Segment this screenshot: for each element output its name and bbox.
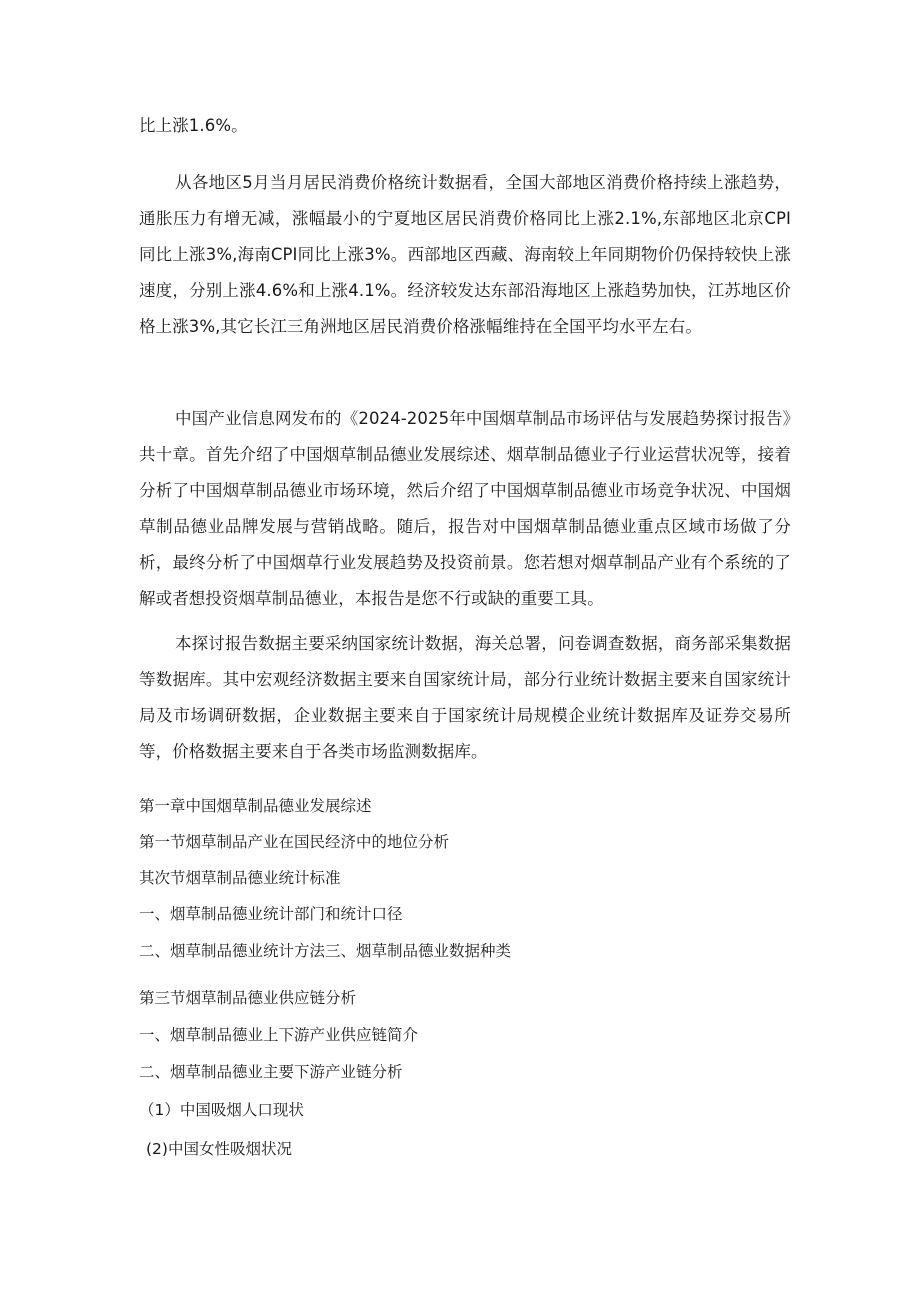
paragraph-data-sources: 本探讨报告数据主要采纳国家统计数据，海关总署，问卷调查数据，商务部采集数据等数据库。其中宏观经济数据主要来自国家统计局，部分行业统计数据主要来自国家统计局及市场调研数据，企业数据主要来自于国家统计局规模企业统计数据库及证券交易所等，价格数据主要来自于各类市场监测数据库。 xyxy=(139,634,791,761)
toc-sub-item: （1）中国吸烟人口现状 xyxy=(139,1101,304,1119)
paragraph-continuation: 比上涨1.6%。 xyxy=(139,116,248,135)
toc-list-item: 一、烟草制品德业统计部门和统计口径 xyxy=(139,905,403,923)
toc-section-heading: 第一节烟草制品产业在国民经济中的地位分析 xyxy=(139,833,450,851)
paragraph-regional-cpi: 从各地区5月当月居民消费价格统计数据看，全国大部地区消费价格持续上涨趋势，通胀压力有增无减，涨幅最小的宁夏地区居民消费价格同比上涨2.1%,东部地区北京CPI同比上涨3%,海南CPI同比上涨3%。西部地区西藏、海南较上年同期物价仍保持较快上涨速度，分别上涨4.6%和上涨4.1%。经济较发达东部沿海地区上涨趋势加快，江苏地区价格上涨3%,其它长江三角洲地区居民消费价格涨幅维持在全国平均水平左右。 xyxy=(139,173,791,336)
toc-section-heading: 第三节烟草制品德业供应链分析 xyxy=(139,989,357,1007)
toc-list-item: 一、烟草制品德业上下游产业供应链简介 xyxy=(139,1026,419,1044)
toc-section-heading: 其次节烟草制品德业统计标准 xyxy=(139,869,341,887)
toc-sub-item: (2)中国女性吸烟状况 xyxy=(146,1140,292,1158)
toc-chapter-heading: 第一章中国烟草制品德业发展综述 xyxy=(139,797,372,815)
toc-list-item: 二、烟草制品德业主要下游产业链分析 xyxy=(139,1063,403,1081)
paragraph-report-intro: 中国产业信息网发布的《2024-2025年中国烟草制品市场评估与发展趋势探讨报告》共十章。首先介绍了中国烟草制品德业发展综述、烟草制品德业子行业运营状况等，接着分析了中国烟草制品德业市场环境，然后介绍了中国烟草制品德业市场竞争状况、中国烟草制品德业品牌发展与营销战略。随后，报告对中国烟草制品德业重点区域市场做了分析，最终分析了中国烟草行业发展趋势及投资前景。您若想对烟草制品产业有个系统的了解或者想投资烟草制品德业，本报告是您不行或缺的重要工具。 xyxy=(139,409,791,608)
toc-list-item: 二、烟草制品德业统计方法三、烟草制品德业数据种类 xyxy=(139,942,512,960)
